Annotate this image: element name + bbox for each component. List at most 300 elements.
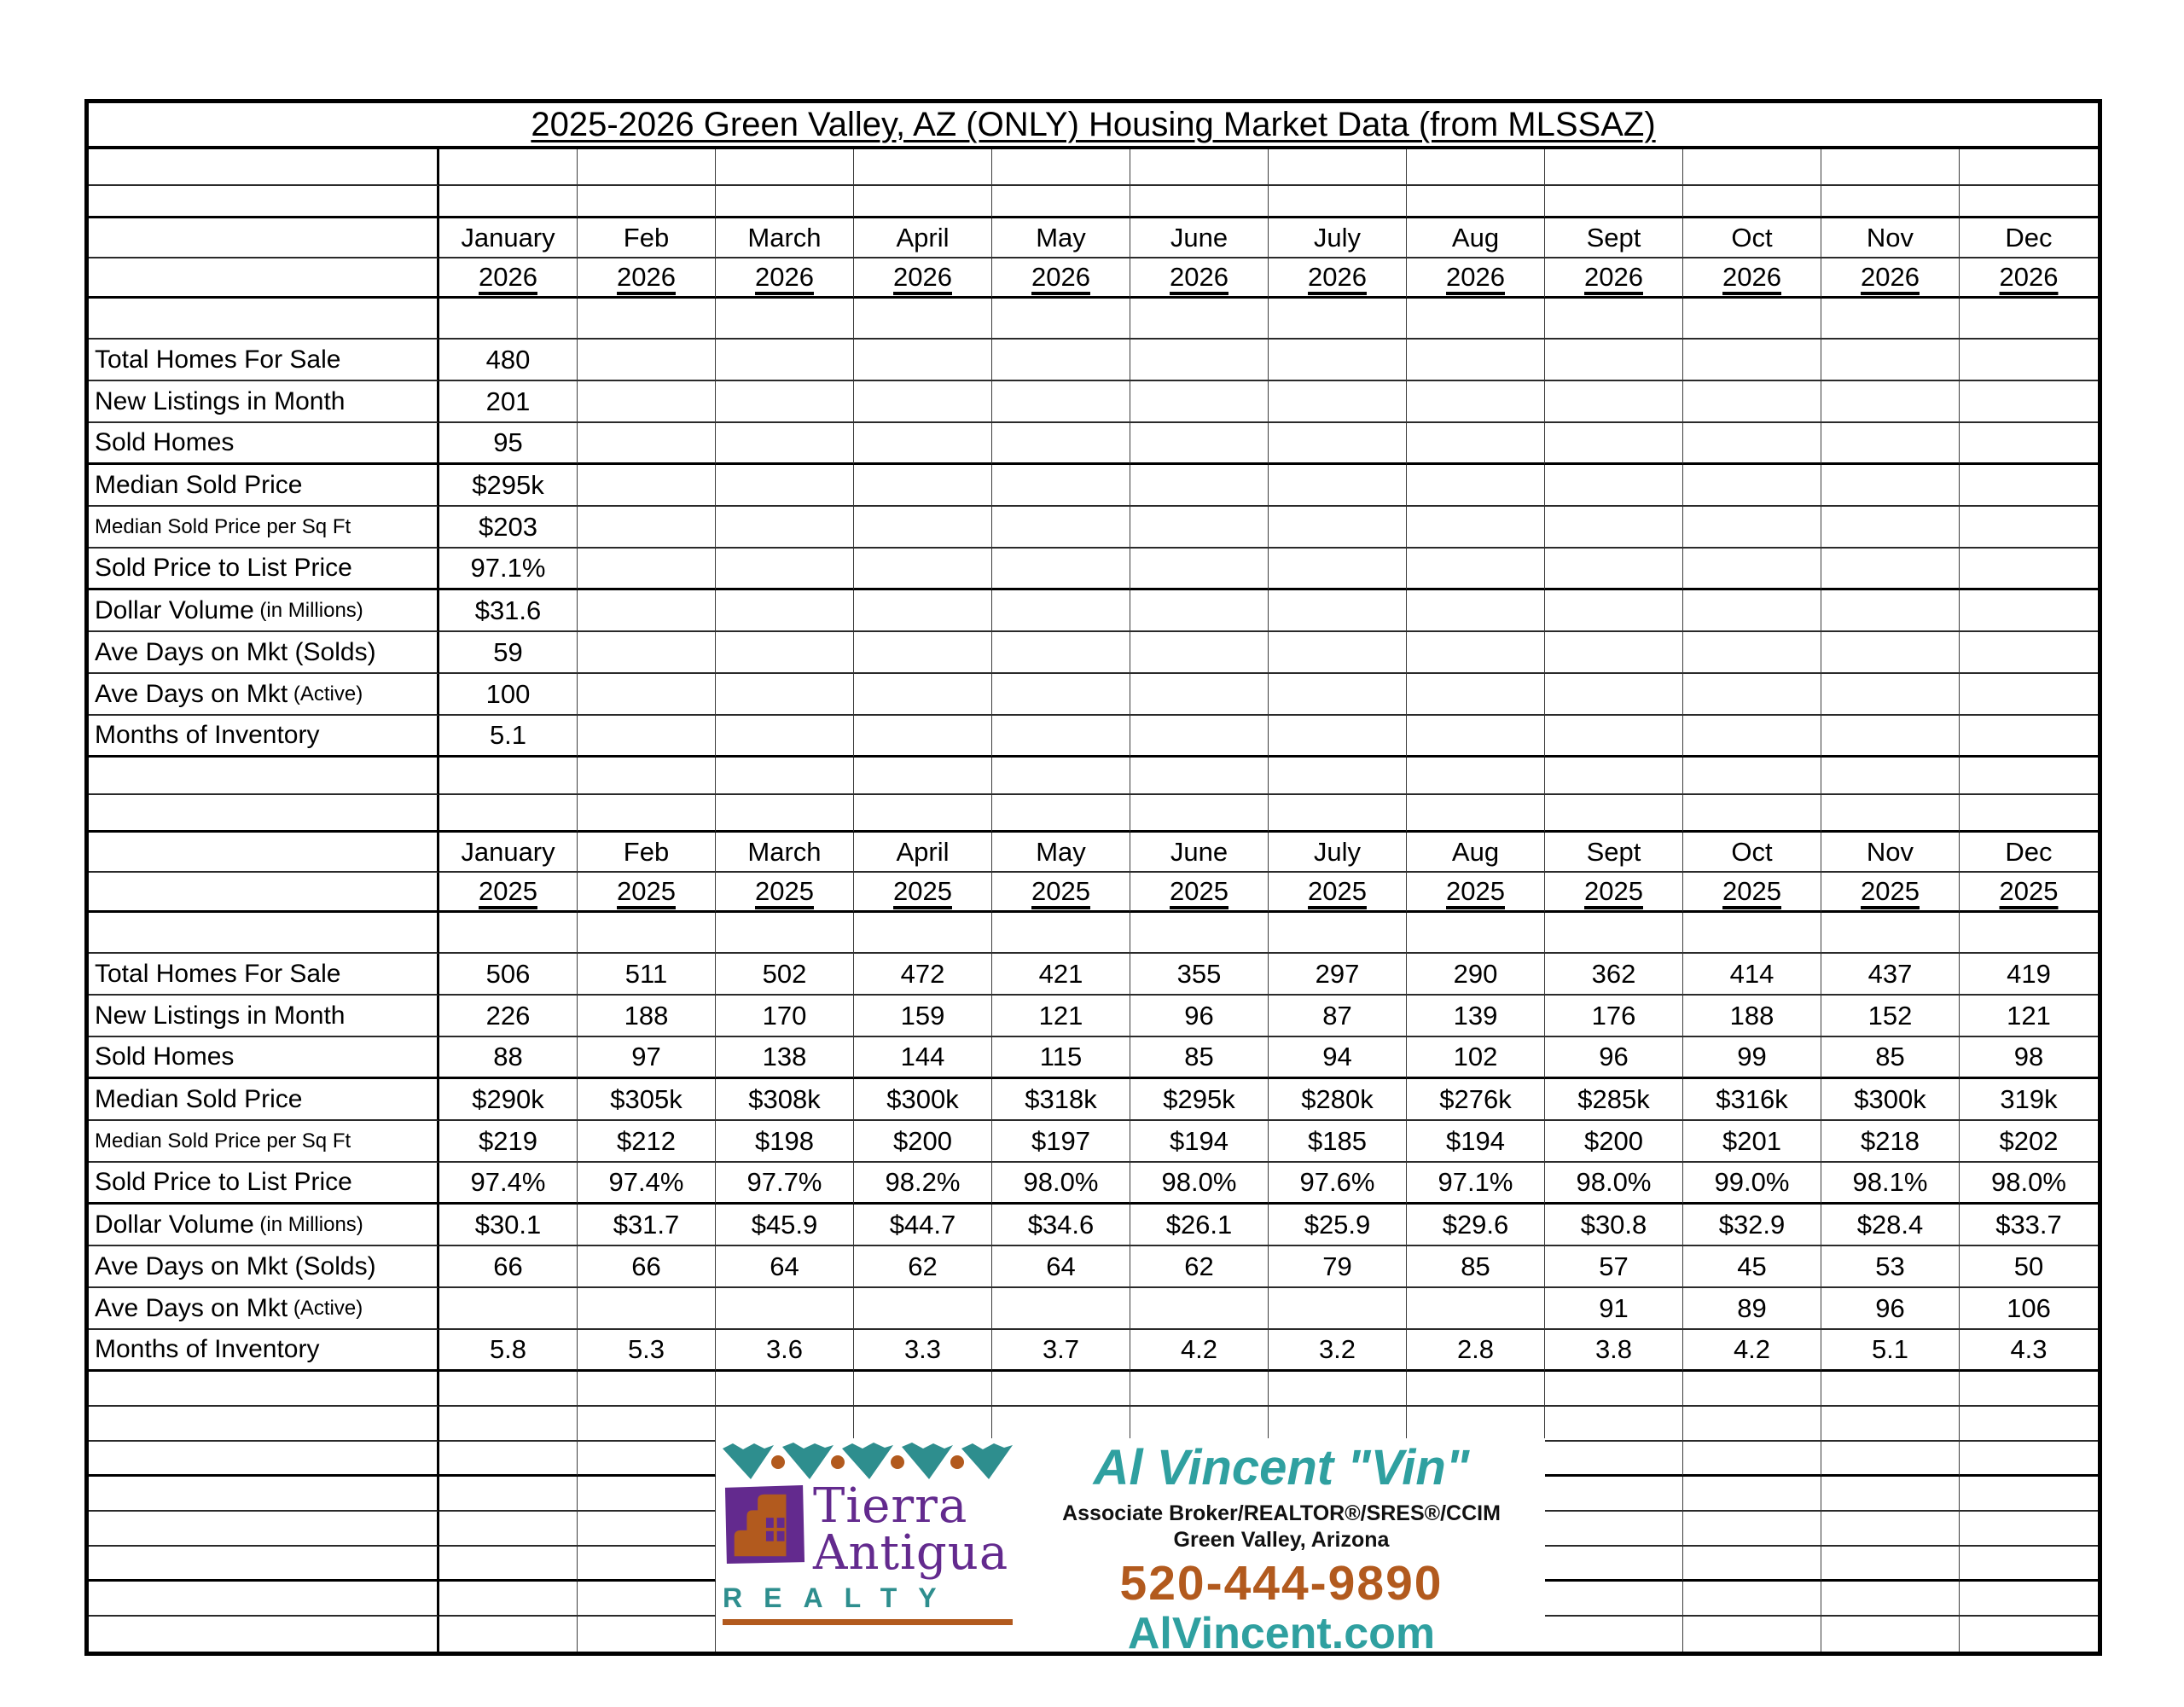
empty-cell [1683,1407,1821,1442]
value-cell: $308k [716,1079,854,1121]
value-cell: 5.1 [439,716,578,758]
empty-cell [1683,1547,1821,1582]
agent-credentials: Associate Broker/REALTOR®/SRES®/CCIM [1062,1501,1501,1525]
value-cell [854,423,992,465]
empty-cell [1545,1617,1683,1652]
value-cell: $305k [578,1079,716,1121]
value-cell [1130,465,1269,507]
value-cell [578,423,716,465]
empty-cell [89,186,439,218]
empty-cell [578,913,716,954]
value-cell: 319k [1960,1079,2098,1121]
value-cell [1683,423,1821,465]
agent-website: AlVincent.com [1127,1609,1436,1658]
empty-cell [992,795,1130,833]
month-header-cell: June [1130,833,1269,873]
value-cell: 502 [716,954,854,996]
value-cell [854,465,992,507]
year-header-cell [1269,258,1407,299]
empty-cell [1821,1512,1960,1547]
empty-cell [578,186,716,218]
empty-cell [89,1617,439,1652]
value-cell [1130,549,1269,590]
value-cell [1821,381,1960,423]
value-cell: 170 [716,996,854,1037]
value-cell: $29.6 [1407,1205,1545,1246]
value-cell [992,340,1130,381]
month-header-cell: Feb [578,218,716,258]
empty-cell [1683,1372,1821,1407]
value-cell [1960,674,2098,716]
empty-cell [439,1582,578,1617]
value-cell: 99 [1683,1037,1821,1079]
value-cell [1130,381,1269,423]
empty-cell [1130,758,1269,795]
empty-cell [89,873,439,913]
empty-cell [1960,1582,2098,1617]
year-label: 2026 [1170,262,1228,292]
value-cell [1407,674,1545,716]
empty-cell [1960,1407,2098,1442]
empty-cell [1821,913,1960,954]
brand-underline [723,1619,1013,1625]
empty-cell [716,758,854,795]
year-header-cell [1683,258,1821,299]
empty-cell [1960,1477,2098,1512]
value-cell [854,674,992,716]
value-cell [1545,381,1683,423]
value-cell: 97.4% [439,1163,578,1205]
empty-cell [1683,186,1821,218]
value-cell: $32.9 [1683,1205,1821,1246]
value-cell [578,507,716,549]
value-cell: 419 [1960,954,2098,996]
empty-cell [716,149,854,186]
value-cell [992,716,1130,758]
value-cell: 99.0% [1683,1163,1821,1205]
logo-banner [716,1438,1545,1658]
value-cell [854,716,992,758]
value-cell [1545,465,1683,507]
value-cell: 115 [992,1037,1130,1079]
value-cell [716,590,854,632]
empty-cell [1269,758,1407,795]
value-cell [716,716,854,758]
value-cell: 3.8 [1545,1330,1683,1372]
agent-phone: 520-444-9890 [1119,1556,1443,1611]
value-cell: $198 [716,1121,854,1163]
year-label: 2025 [755,876,814,906]
value-cell: 511 [578,954,716,996]
value-cell: $290k [439,1079,578,1121]
row-label-cell: New Listings in Month [89,381,439,423]
value-cell: $44.7 [854,1205,992,1246]
month-header-cell: March [716,218,854,258]
month-header-cell: May [992,218,1130,258]
empty-cell [1545,1547,1683,1582]
value-cell: $219 [439,1121,578,1163]
year-header-cell [716,258,854,299]
empty-cell [1130,1372,1269,1407]
year-header-cell [1545,873,1683,913]
empty-cell [439,1512,578,1547]
value-cell [578,590,716,632]
value-cell: 188 [578,996,716,1037]
value-cell: 66 [439,1246,578,1288]
value-cell: 152 [1821,996,1960,1037]
value-cell: $185 [1269,1121,1407,1163]
empty-cell [1683,1617,1821,1652]
value-cell [992,1288,1130,1330]
year-label: 2025 [1031,876,1090,906]
empty-cell [1269,1407,1407,1442]
value-cell: 59 [439,632,578,674]
empty-cell [89,758,439,795]
month-header-cell: Sept [1545,218,1683,258]
empty-cell [1407,795,1545,833]
value-cell [1960,632,2098,674]
year-label: 2025 [1170,876,1228,906]
value-cell: $300k [1821,1079,1960,1121]
spreadsheet [84,99,2102,1656]
value-cell: $316k [1683,1079,1821,1121]
empty-cell [578,1442,716,1477]
value-cell [439,1288,578,1330]
value-cell: $194 [1130,1121,1269,1163]
empty-cell [439,1617,578,1652]
value-cell: 3.7 [992,1330,1130,1372]
empty-cell [578,795,716,833]
empty-cell [1269,186,1407,218]
empty-cell [89,299,439,340]
value-cell [1960,716,2098,758]
value-cell [1821,507,1960,549]
year-label: 2025 [893,876,952,906]
empty-cell [1407,913,1545,954]
year-label: 2026 [1999,262,2059,292]
empty-cell [854,149,992,186]
value-cell [1407,423,1545,465]
value-cell [1821,590,1960,632]
year-header-cell [578,258,716,299]
value-cell [1130,507,1269,549]
value-cell: $280k [1269,1079,1407,1121]
empty-cell [1683,1477,1821,1512]
value-cell: 4.2 [1683,1330,1821,1372]
value-cell: 138 [716,1037,854,1079]
year-header-cell [578,873,716,913]
row-label-cell: Ave Days on Mkt (Active) [89,1288,439,1330]
empty-cell [89,913,439,954]
empty-cell [1545,1372,1683,1407]
year-label: 2025 [479,876,537,906]
empty-cell [1821,1372,1960,1407]
value-cell: 89 [1683,1288,1821,1330]
value-cell: 85 [1407,1246,1545,1288]
empty-cell [992,913,1130,954]
empty-cell [1683,1512,1821,1547]
value-cell: 97.6% [1269,1163,1407,1205]
value-cell: 414 [1683,954,1821,996]
empty-cell [1407,149,1545,186]
value-cell [1269,549,1407,590]
value-cell [1130,590,1269,632]
row-label-cell: Median Sold Price per Sq Ft [89,1121,439,1163]
empty-cell [1821,186,1960,218]
value-cell [1683,507,1821,549]
empty-cell [854,1407,992,1442]
value-cell: $202 [1960,1121,2098,1163]
value-cell: 50 [1960,1246,2098,1288]
value-cell [1545,590,1683,632]
row-label-cell: Sold Homes [89,423,439,465]
empty-cell [1960,1442,2098,1477]
value-cell [1683,716,1821,758]
brand-line1: Tierra [813,1478,968,1534]
empty-cell [1960,758,2098,795]
empty-cell [1130,1407,1269,1442]
empty-cell [1545,1512,1683,1547]
empty-cell [716,1372,854,1407]
year-label: 2025 [1722,876,1781,906]
empty-cell [439,913,578,954]
empty-cell [1821,1547,1960,1582]
value-cell [1960,423,2098,465]
month-header-cell: July [1269,833,1407,873]
value-cell: 87 [1269,996,1407,1037]
value-cell [1683,340,1821,381]
value-cell: 85 [1130,1037,1269,1079]
empty-cell [89,1442,439,1477]
value-cell: $30.8 [1545,1205,1683,1246]
value-cell [1269,465,1407,507]
value-cell: 5.3 [578,1330,716,1372]
value-cell: 5.1 [1821,1330,1960,1372]
value-cell: 506 [439,954,578,996]
year-header-cell [1130,873,1269,913]
value-cell [1545,340,1683,381]
empty-cell [1269,1372,1407,1407]
empty-cell [1545,299,1683,340]
house-icon [723,1483,806,1566]
value-cell [716,381,854,423]
empty-cell [854,186,992,218]
empty-cell [1545,1582,1683,1617]
month-header-cell: Dec [1960,833,2098,873]
row-label-cell: New Listings in Month [89,996,439,1037]
value-cell: 437 [1821,954,1960,996]
value-cell [992,465,1130,507]
year-header-cell [716,873,854,913]
empty-cell [1407,299,1545,340]
value-cell [716,423,854,465]
value-cell [1269,423,1407,465]
value-cell: $26.1 [1130,1205,1269,1246]
value-cell: 4.2 [1130,1330,1269,1372]
row-label-suffix: (in Millions) [253,1212,363,1236]
empty-cell [1130,186,1269,218]
row-label-cell: Dollar Volume (in Millions) [89,590,439,632]
value-cell: 290 [1407,954,1545,996]
month-header-cell: January [439,833,578,873]
empty-cell [1960,1547,2098,1582]
value-cell: 100 [439,674,578,716]
empty-cell [439,186,578,218]
value-cell: 362 [1545,954,1683,996]
value-cell [854,381,992,423]
value-cell [578,381,716,423]
empty-cell [578,1547,716,1582]
value-cell [1407,1288,1545,1330]
row-label-cell: Total Homes For Sale [89,340,439,381]
empty-cell [854,299,992,340]
value-cell [854,340,992,381]
row-label-cell: Ave Days on Mkt (Active) [89,674,439,716]
empty-cell [1407,186,1545,218]
value-cell [716,507,854,549]
value-cell: 62 [854,1246,992,1288]
empty-cell [854,795,992,833]
value-cell [1821,549,1960,590]
value-cell [1407,716,1545,758]
value-cell: 98.0% [1545,1163,1683,1205]
empty-cell [578,1477,716,1512]
value-cell: $276k [1407,1079,1545,1121]
value-cell [716,674,854,716]
value-cell: $197 [992,1121,1130,1163]
value-cell [854,632,992,674]
value-cell: $300k [854,1079,992,1121]
year-header-cell [1545,258,1683,299]
year-label: 2025 [1446,876,1505,906]
month-header-cell: Oct [1683,218,1821,258]
year-label: 2026 [1446,262,1505,292]
empty-cell [854,1372,992,1407]
empty-cell [1960,1617,2098,1652]
year-label: 2026 [893,262,952,292]
year-header-cell [854,258,992,299]
value-cell: $30.1 [439,1205,578,1246]
row-label-suffix: (Active) [288,682,363,705]
value-cell [1960,340,2098,381]
empty-cell [578,1407,716,1442]
empty-cell [1545,913,1683,954]
value-cell: 3.6 [716,1330,854,1372]
empty-cell [439,758,578,795]
empty-cell [1683,913,1821,954]
empty-cell [1269,149,1407,186]
value-cell: $31.6 [439,590,578,632]
month-header-cell: Sept [1545,833,1683,873]
empty-cell [1683,149,1821,186]
month-header-cell: April [854,218,992,258]
value-cell [992,632,1130,674]
value-cell [1545,423,1683,465]
value-cell: 85 [1821,1037,1960,1079]
empty-cell [1960,299,2098,340]
value-cell: $28.4 [1821,1205,1960,1246]
value-cell: $200 [854,1121,992,1163]
empty-cell [578,1372,716,1407]
value-cell [1130,632,1269,674]
empty-cell [1545,1442,1683,1477]
value-cell: 88 [439,1037,578,1079]
month-header-cell: Aug [1407,218,1545,258]
value-cell [1821,674,1960,716]
empty-cell [1960,1372,2098,1407]
value-cell: $194 [1407,1121,1545,1163]
row-label-cell: Median Sold Price per Sq Ft [89,507,439,549]
value-cell [1821,465,1960,507]
year-label: 2025 [1999,876,2059,906]
value-cell: 62 [1130,1246,1269,1288]
empty-cell [439,1372,578,1407]
value-cell [992,590,1130,632]
agent-name: Al Vincent "Vin" [1093,1440,1470,1495]
row-label-cell: Sold Price to List Price [89,1163,439,1205]
empty-cell [1130,299,1269,340]
year-label: 2026 [1031,262,1090,292]
empty-cell [992,186,1130,218]
year-header-cell [854,873,992,913]
empty-cell [1545,149,1683,186]
year-header-cell [1407,873,1545,913]
value-cell [1130,340,1269,381]
value-cell: 97.4% [578,1163,716,1205]
value-cell: 91 [1545,1288,1683,1330]
empty-cell [1960,149,2098,186]
empty-cell [1130,149,1269,186]
value-cell [1545,549,1683,590]
year-label: 2025 [1584,876,1643,906]
empty-cell [578,758,716,795]
empty-cell [992,758,1130,795]
value-cell: $25.9 [1269,1205,1407,1246]
month-header-cell: March [716,833,854,873]
month-header-cell: Feb [578,833,716,873]
empty-cell [1960,795,2098,833]
value-cell [1683,674,1821,716]
brand-line2: Antigua [813,1524,1009,1581]
empty-cell [439,1547,578,1582]
empty-cell [439,149,578,186]
value-cell: $295k [1130,1079,1269,1121]
value-cell: 57 [1545,1246,1683,1288]
value-cell: 106 [1960,1288,2098,1330]
value-cell: 53 [1821,1246,1960,1288]
value-cell [1545,632,1683,674]
row-label-cell: Median Sold Price [89,1079,439,1121]
value-cell [1269,590,1407,632]
empty-cell [1545,1407,1683,1442]
empty-cell [89,833,439,873]
value-cell [992,381,1130,423]
value-cell [1545,716,1683,758]
value-cell: 98.0% [1130,1163,1269,1205]
value-cell: 355 [1130,954,1269,996]
empty-cell [1821,299,1960,340]
year-label: 2026 [617,262,676,292]
month-header-cell: April [854,833,992,873]
value-cell: 97.1% [1407,1163,1545,1205]
year-header-cell [1821,873,1960,913]
empty-cell [439,1442,578,1477]
value-cell: 188 [1683,996,1821,1037]
value-cell [716,1288,854,1330]
empty-cell [1683,299,1821,340]
sheet-title-row [89,103,2098,149]
value-cell [1545,507,1683,549]
